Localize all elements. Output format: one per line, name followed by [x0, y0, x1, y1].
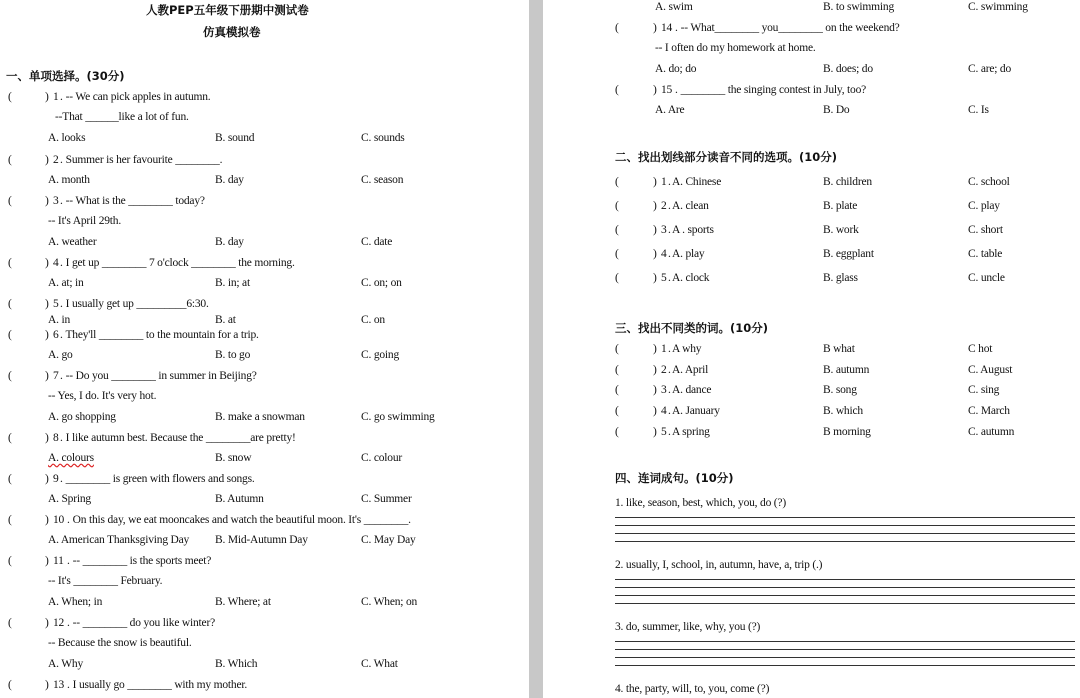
- question-paren-close: ): [653, 176, 657, 188]
- option-a: A spring: [672, 426, 710, 438]
- option-c: C. go swimming: [361, 411, 435, 423]
- option-a: A. Spring: [48, 493, 91, 505]
- question-number: 15: [661, 84, 673, 96]
- option-b: B. snow: [215, 452, 252, 464]
- question-paren-close: ): [653, 248, 657, 260]
- option-b: B. Which: [215, 658, 258, 670]
- option-b: B. song: [823, 384, 857, 396]
- option-a: A. Why: [48, 658, 84, 670]
- question-number: 6: [53, 329, 59, 341]
- option-a: A. swim: [655, 1, 693, 13]
- question-subline: -- Yes, I do. It's very hot.: [48, 390, 157, 402]
- question-number: 9: [53, 473, 59, 485]
- option-b: B. does; do: [823, 63, 873, 75]
- question-stem: They'll ________ to the mountain for a trip.: [63, 329, 259, 341]
- question-paren-close: ): [653, 22, 657, 34]
- option-c: C. Is: [968, 104, 989, 116]
- question-paren-close: ): [653, 84, 657, 96]
- question-dot: .: [668, 200, 671, 212]
- question-number: 1: [661, 343, 667, 355]
- question-paren-open: (: [615, 22, 619, 34]
- question-number: 3: [53, 195, 59, 207]
- question-number: 12: [53, 617, 65, 629]
- question-stem: -- Do you ________ in summer in Beijing?: [63, 370, 257, 382]
- question-stem: Summer is her favourite ________.: [63, 154, 223, 166]
- answer-line: [615, 641, 1075, 642]
- question-dot: .: [60, 432, 63, 444]
- question-subline: -- Because the snow is beautiful.: [48, 637, 192, 649]
- question-stem: On this day, we eat mooncakes and watch the beautiful moon. It's ________.: [70, 514, 411, 526]
- question-paren-open: (: [8, 514, 12, 526]
- question-number: 4: [661, 405, 667, 417]
- question-paren-open: (: [8, 329, 12, 341]
- question-paren-open: (: [8, 617, 12, 629]
- question-paren-open: (: [8, 432, 12, 444]
- question-paren-open: (: [8, 555, 12, 567]
- option-b: B. work: [823, 224, 859, 236]
- option-b: B. at: [215, 314, 236, 326]
- question-paren-close: ): [653, 364, 657, 376]
- question-number: 8: [53, 432, 59, 444]
- question-paren-open: (: [8, 154, 12, 166]
- question-dot: .: [60, 473, 63, 485]
- question-dot: .: [60, 91, 63, 103]
- answer-line: [615, 517, 1075, 518]
- question-dot: .: [60, 370, 63, 382]
- question-paren-open: (: [8, 195, 12, 207]
- question-dot: .: [668, 176, 671, 188]
- question-paren-open: (: [8, 679, 12, 691]
- question-dot: .: [60, 329, 63, 341]
- answer-line: [615, 603, 1075, 604]
- option-a: A. at; in: [48, 277, 84, 289]
- question-number: 5: [661, 272, 667, 284]
- option-a: A. January: [672, 405, 720, 417]
- question-stem: I usually get up _________6:30.: [63, 298, 209, 310]
- question-number: 13: [53, 679, 65, 691]
- question-paren-open: (: [615, 364, 619, 376]
- question-paren-close: ): [653, 224, 657, 236]
- question-number: 5: [53, 298, 59, 310]
- answer-line: [615, 595, 1075, 596]
- question-paren-close: ): [45, 555, 49, 567]
- question-dot: .: [668, 272, 671, 284]
- answer-line: [615, 579, 1075, 580]
- question-dot: .: [675, 22, 678, 34]
- question-paren-open: (: [615, 224, 619, 236]
- option-b: B. plate: [823, 200, 858, 212]
- option-b: B. Do: [823, 104, 850, 116]
- question-subline: -- It's ________ February.: [48, 575, 163, 587]
- question-paren-open: (: [8, 91, 12, 103]
- question-stem: ________ is green with flowers and songs.: [63, 473, 255, 485]
- question-paren-open: (: [615, 343, 619, 355]
- option-c: C. date: [361, 236, 393, 248]
- question-paren-close: ): [45, 473, 49, 485]
- option-c: C. colour: [361, 452, 402, 464]
- question-dot: .: [675, 84, 678, 96]
- option-a: A. looks: [48, 132, 86, 144]
- question-number: 14: [661, 22, 673, 34]
- question-paren-close: ): [45, 298, 49, 310]
- section4-heading: 四、连词成句。(10分): [615, 471, 734, 485]
- option-b: B. autumn: [823, 364, 870, 376]
- section1-heading: 一、单项选择。(30分): [6, 69, 125, 83]
- question-paren-close: ): [45, 617, 49, 629]
- option-b: B. glass: [823, 272, 858, 284]
- option-b: B. Where; at: [215, 596, 271, 608]
- section2-heading: 二、找出划线部分读音不同的选项。(10分): [615, 150, 838, 164]
- option-a: A. Chinese: [672, 176, 722, 188]
- option-c: C. What: [361, 658, 398, 670]
- option-b: B. day: [215, 236, 244, 248]
- answer-line: [615, 541, 1075, 542]
- option-b: B. to go: [215, 349, 251, 361]
- option-c: C. sing: [968, 384, 1000, 396]
- question-dot: .: [67, 679, 70, 691]
- sentence-prompt: 2. usually, I, school, in, autumn, have, a, trip (.): [615, 559, 823, 571]
- option-c: C. swimming: [968, 1, 1028, 13]
- question-dot: .: [60, 298, 63, 310]
- question-paren-open: (: [615, 248, 619, 260]
- option-c: C. school: [968, 176, 1010, 188]
- option-b: B. which: [823, 405, 863, 417]
- exam-title: 人教PEP五年级下册期中测试卷: [146, 3, 309, 17]
- option-b: B what: [823, 343, 855, 355]
- option-b: B. to swimming: [823, 1, 895, 13]
- question-number: 3: [661, 224, 667, 236]
- question-paren-close: ): [45, 257, 49, 269]
- question-dot: .: [60, 195, 63, 207]
- question-number: 1: [661, 176, 667, 188]
- question-number: 2: [661, 200, 667, 212]
- option-a: A. go: [48, 349, 73, 361]
- option-c: C. Summer: [361, 493, 412, 505]
- question-subline: --That ______like a lot of fun.: [55, 111, 189, 123]
- question-dot: .: [67, 555, 70, 567]
- option-c: C. on; on: [361, 277, 402, 289]
- question-paren-close: ): [45, 329, 49, 341]
- option-c: C. on: [361, 314, 385, 326]
- question-paren-open: (: [615, 84, 619, 96]
- question-paren-close: ): [45, 154, 49, 166]
- question-dot: .: [668, 248, 671, 260]
- question-dot: .: [668, 384, 671, 396]
- option-a: A . sports: [672, 224, 714, 236]
- question-paren-open: (: [615, 176, 619, 188]
- question-paren-open: (: [615, 405, 619, 417]
- question-paren-open: (: [615, 272, 619, 284]
- option-c: C. March: [968, 405, 1010, 417]
- option-b: B. Autumn: [215, 493, 264, 505]
- option-a: A. American Thanksgiving Day: [48, 534, 190, 546]
- option-b: B. children: [823, 176, 872, 188]
- option-c: C. table: [968, 248, 1003, 260]
- answer-line: [615, 665, 1075, 666]
- question-dot: .: [668, 364, 671, 376]
- question-paren-close: ): [45, 679, 49, 691]
- option-a: A. clean: [672, 200, 709, 212]
- option-b: B. Mid-Autumn Day: [215, 534, 308, 546]
- question-stem: I usually go ________ with my mother.: [70, 679, 248, 691]
- question-number: 10: [53, 514, 65, 526]
- question-paren-close: ): [45, 432, 49, 444]
- option-c: C. When; on: [361, 596, 418, 608]
- question-dot: .: [668, 343, 671, 355]
- option-b: B. make a snowman: [215, 411, 305, 423]
- question-paren-close: ): [653, 405, 657, 417]
- question-paren-close: ): [45, 195, 49, 207]
- option-c: C hot: [968, 343, 993, 355]
- option-c: C. season: [361, 174, 404, 186]
- question-paren-open: (: [615, 426, 619, 438]
- question-number: 5: [661, 426, 667, 438]
- question-dot: .: [60, 154, 63, 166]
- question-paren-close: ): [653, 343, 657, 355]
- question-number: 2: [661, 364, 667, 376]
- option-c: C. uncle: [968, 272, 1005, 284]
- question-number: 11: [53, 555, 64, 567]
- answer-line: [615, 525, 1075, 526]
- question-stem: -- What is the ________ today?: [63, 195, 205, 207]
- section3-heading: 三、找出不同类的词。(10分): [615, 321, 769, 335]
- answer-line: [615, 533, 1075, 534]
- answer-line: [615, 649, 1075, 650]
- option-c: C. autumn: [968, 426, 1015, 438]
- question-paren-close: ): [45, 370, 49, 382]
- option-b: B. eggplant: [823, 248, 874, 260]
- option-c: C. play: [968, 200, 1000, 212]
- question-paren-close: ): [653, 200, 657, 212]
- option-a: A. month: [48, 174, 90, 186]
- question-stem: -- ________ do you like winter?: [70, 617, 215, 629]
- option-c: C. going: [361, 349, 400, 361]
- question-dot: .: [60, 257, 63, 269]
- question-number: 7: [53, 370, 59, 382]
- question-dot: .: [67, 514, 70, 526]
- option-a: A. clock: [672, 272, 710, 284]
- question-paren-close: ): [45, 514, 49, 526]
- option-c: C. May Day: [361, 534, 416, 546]
- question-subline: -- It's April 29th.: [48, 215, 122, 227]
- question-paren-close: ): [653, 384, 657, 396]
- question-dot: .: [668, 426, 671, 438]
- option-a: A. When; in: [48, 596, 103, 608]
- question-paren-open: (: [8, 257, 12, 269]
- question-paren-open: (: [615, 384, 619, 396]
- answer-line: [615, 587, 1075, 588]
- option-a: A why: [672, 343, 702, 355]
- option-a: A. dance: [672, 384, 712, 396]
- option-a: A. go shopping: [48, 411, 116, 423]
- question-stem: ________ the singing contest in July, too?: [678, 84, 867, 96]
- option-a: A. colours: [48, 452, 94, 464]
- option-b: B. sound: [215, 132, 255, 144]
- question-number: 2: [53, 154, 59, 166]
- question-stem: -- What________ you________ on the weekend?: [678, 22, 900, 34]
- option-a: A. Are: [655, 104, 685, 116]
- option-c: C. short: [968, 224, 1003, 236]
- sentence-prompt: 4. the, party, will, to, you, come (?): [615, 683, 770, 695]
- question-paren-open: (: [8, 370, 12, 382]
- option-c: C. are; do: [968, 63, 1012, 75]
- page-left: [0, 0, 529, 698]
- question-dot: .: [67, 617, 70, 629]
- question-paren-close: ): [653, 272, 657, 284]
- option-a: A. April: [672, 364, 709, 376]
- question-stem: I get up ________ 7 o'clock ________ the morning.: [63, 257, 295, 269]
- exam-subtitle: 仿真模拟卷: [203, 25, 261, 39]
- question-number: 4: [661, 248, 667, 260]
- option-a: A. in: [48, 314, 71, 326]
- question-number: 3: [661, 384, 667, 396]
- option-c: C. August: [968, 364, 1013, 376]
- question-dot: .: [668, 405, 671, 417]
- answer-line: [615, 657, 1075, 658]
- question-paren-open: (: [615, 200, 619, 212]
- question-subline: -- I often do my homework at home.: [655, 42, 816, 54]
- question-stem: I like autumn best. Because the ________are pretty!: [63, 432, 296, 444]
- question-stem: -- ________ is the sports meet?: [70, 555, 212, 567]
- option-a: A. do; do: [655, 63, 697, 75]
- question-paren-close: ): [653, 426, 657, 438]
- question-dot: .: [668, 224, 671, 236]
- question-paren-close: ): [45, 91, 49, 103]
- option-c: C. sounds: [361, 132, 405, 144]
- sentence-prompt: 3. do, summer, like, why, you (?): [615, 621, 761, 633]
- question-paren-open: (: [8, 298, 12, 310]
- question-number: 4: [53, 257, 59, 269]
- option-b: B morning: [823, 426, 871, 438]
- question-number: 1: [53, 91, 59, 103]
- sentence-prompt: 1. like, season, best, which, you, do (?): [615, 497, 786, 509]
- option-b: B. day: [215, 174, 244, 186]
- question-stem: -- We can pick apples in autumn.: [63, 91, 211, 103]
- option-b: B. in; at: [215, 277, 250, 289]
- option-a: A. weather: [48, 236, 97, 248]
- option-a: A. play: [672, 248, 705, 260]
- question-paren-open: (: [8, 473, 12, 485]
- page-right: [543, 0, 1080, 698]
